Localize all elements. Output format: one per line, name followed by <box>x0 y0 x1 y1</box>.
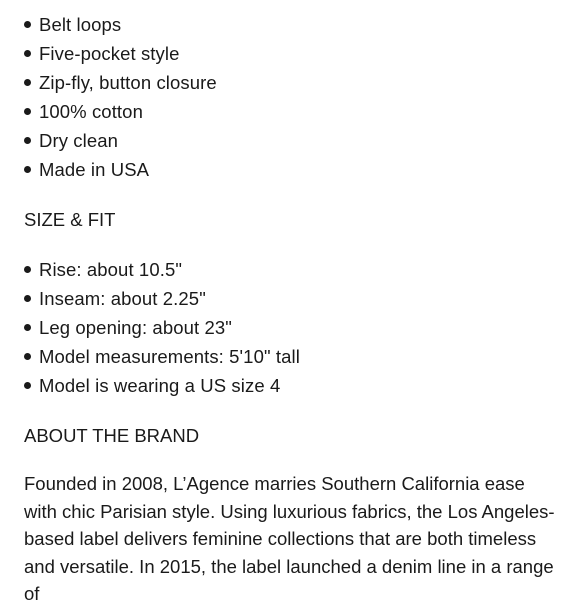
bullet-icon <box>24 21 31 28</box>
list-item <box>24 126 560 155</box>
list-item <box>24 68 560 97</box>
size-fit-text: Leg opening: about 23" <box>39 316 232 338</box>
bullet-icon <box>24 324 31 331</box>
bullet-icon <box>24 137 31 144</box>
size-fit-heading: SIZE & FIT <box>24 208 116 230</box>
bullet-icon <box>24 353 31 360</box>
about-brand-heading: ABOUT THE BRAND <box>24 424 200 446</box>
list-item <box>24 255 560 284</box>
bullet-icon <box>24 266 31 273</box>
list-item <box>24 39 560 68</box>
bullet-icon <box>24 79 31 86</box>
feature-text: 100% cotton <box>39 100 143 122</box>
feature-text: Belt loops <box>39 13 122 35</box>
feature-text: Zip-fly, button closure <box>39 71 217 93</box>
list-item <box>24 97 560 126</box>
feature-text: Five-pocket style <box>39 42 180 64</box>
feature-text: Made in USA <box>39 158 150 180</box>
bullet-icon <box>24 50 31 57</box>
about-brand-text: Founded in 2008, L’Agence marries Southern California ease with chic Parisian style. Using luxurious fabrics, the Los Angeles-based label delivers feminine collections that are both timeless and versatile. In 2015, the label launched a denim line in a range of <box>24 473 555 604</box>
bullet-icon <box>24 108 31 115</box>
feature-text: Dry clean <box>39 129 119 151</box>
bullet-icon <box>24 382 31 389</box>
list-item <box>24 313 560 342</box>
bullet-icon <box>24 295 31 302</box>
size-fit-text: Rise: about 10.5" <box>39 258 182 280</box>
list-item <box>24 284 560 313</box>
size-fit-text: Model is wearing a US size 4 <box>39 374 281 396</box>
list-item <box>24 342 560 371</box>
size-fit-text: Model measurements: 5'10" tall <box>39 345 300 367</box>
list-item <box>24 371 560 400</box>
size-fit-text: Inseam: about 2.25" <box>39 287 206 309</box>
product-details <box>24 10 560 608</box>
features-list <box>24 10 560 184</box>
size-fit-list <box>24 255 560 400</box>
list-item <box>24 10 560 39</box>
list-item <box>24 155 560 184</box>
bullet-icon <box>24 166 31 173</box>
